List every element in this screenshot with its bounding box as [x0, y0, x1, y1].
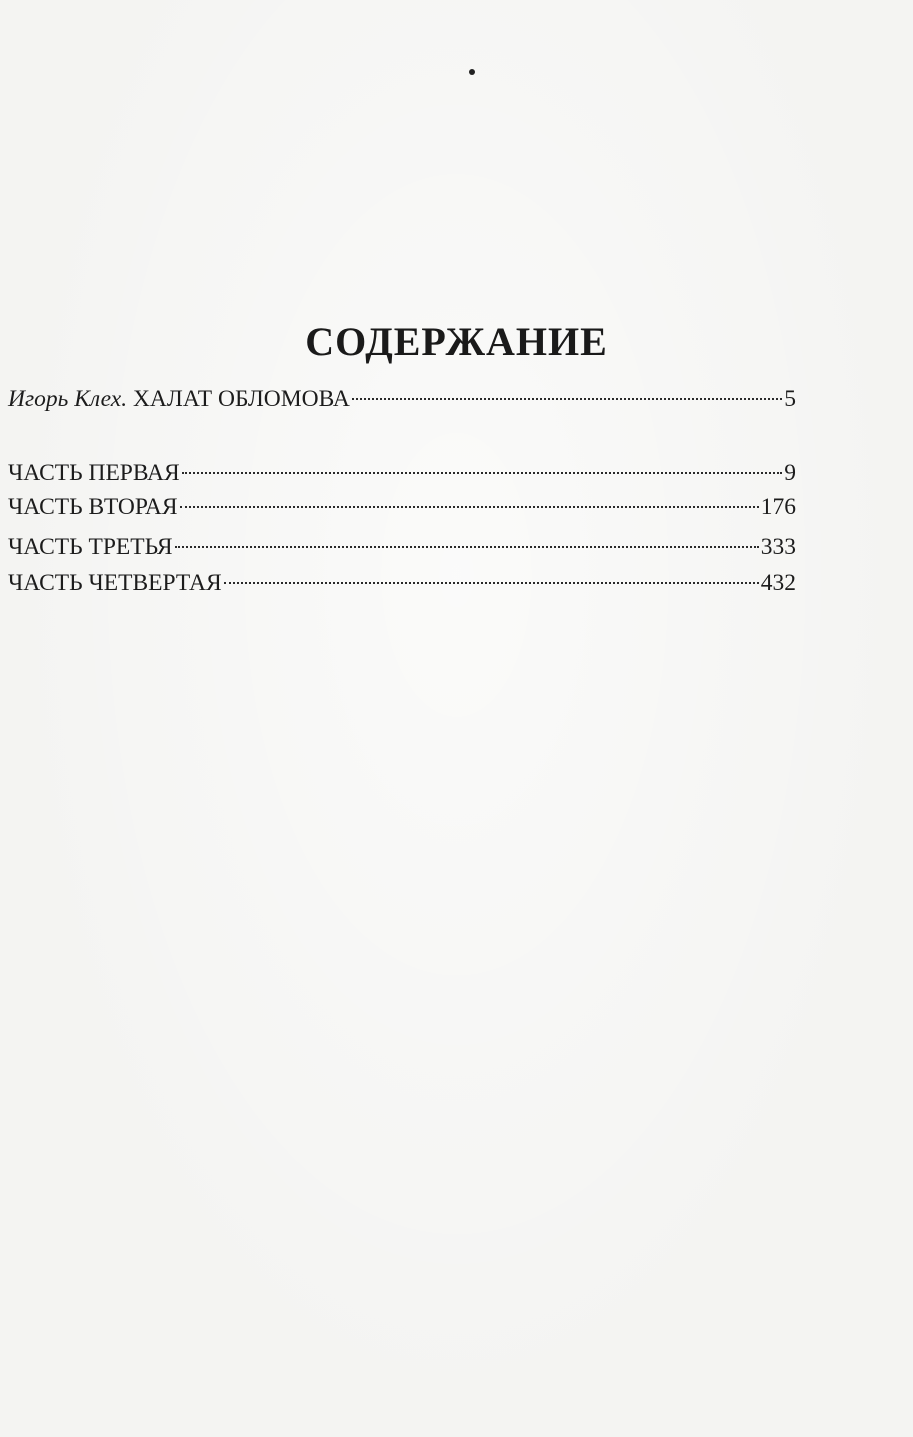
- toc-entry-label: ЧАСТЬ ЧЕТВЕРТАЯ: [8, 570, 222, 596]
- toc-dot-leader: [224, 582, 759, 584]
- toc-entry-page: 9: [784, 460, 796, 486]
- toc-dot-leader: [175, 546, 759, 548]
- toc-dot-leader: [182, 472, 783, 474]
- toc-entry-page: 333: [760, 534, 796, 560]
- toc-entry-label: ЧАСТЬ ТРЕТЬЯ: [8, 534, 173, 560]
- toc-entry: [8, 384, 796, 414]
- toc-entry: [8, 458, 796, 488]
- toc-entry-label: ЧАСТЬ ПЕРВАЯ: [8, 460, 180, 486]
- toc-heading: СОДЕРЖАНИЕ: [305, 319, 608, 364]
- toc-entry: [8, 492, 796, 522]
- toc-entry-label: ХАЛАТ ОБЛОМОВА: [132, 386, 350, 412]
- toc-dot-leader: [180, 506, 759, 508]
- toc-entry-label: ЧАСТЬ ВТОРАЯ: [8, 494, 178, 520]
- ink-dot: [469, 69, 475, 75]
- toc-entry-author: Игорь Клех.: [8, 386, 128, 412]
- toc-entry-page: 176: [760, 494, 796, 520]
- toc-entry: [8, 532, 796, 562]
- toc-entry: [8, 568, 796, 598]
- toc-dot-leader: [352, 398, 782, 400]
- toc-entry-page: 5: [784, 386, 796, 412]
- toc-entry-page: 432: [760, 570, 796, 596]
